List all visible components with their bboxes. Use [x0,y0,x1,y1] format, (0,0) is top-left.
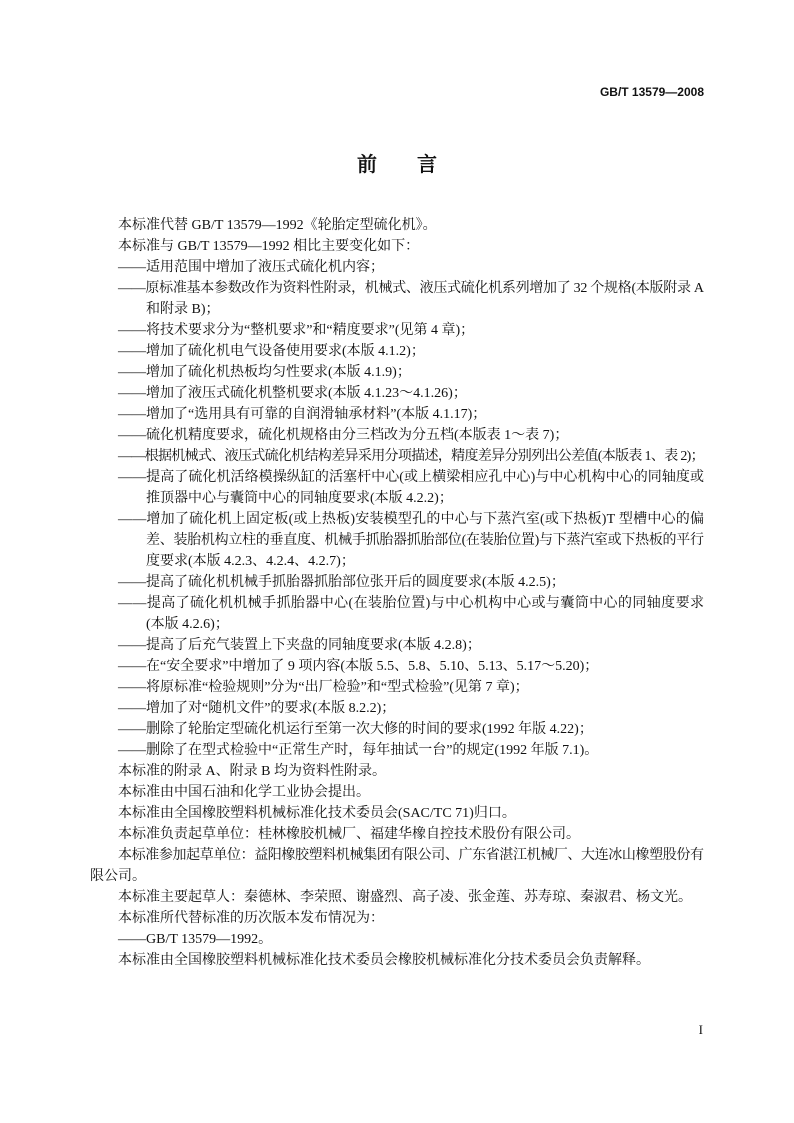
change-item [90,677,704,698]
text-line: 本标准所代替标准的历次版本发布情况为： [118,911,384,926]
text-line: 本标准由全国橡胶塑料机械标准化技术委员会橡胶机械标准化分技术委员会负责解释。 [118,953,650,968]
standard-number: GB/T 13579—2008 [599,85,704,99]
change-item-line: ——提高了后充气装置上下夹盘的同轴度要求(本版 4.2.8)； [118,638,481,653]
text-line: 本标准主要起草人：秦德林、李荣照、谢盛烈、高子凌、张金莲、苏寿琼、秦淑君、杨文光。 [118,890,692,905]
change-item [90,572,704,593]
text-line: 本标准由全国橡胶塑料机械标准化技术委员会(SAC/TC 71)归口。 [118,806,516,821]
change-item [90,740,704,761]
change-item-line: ——提高了硫化机机械手抓胎器中心(在装胎位置)与中心机构中心或与囊筒中心的同轴度要求 [118,596,705,611]
change-item-line: 度要求(本版 4.2.3、4.2.4、4.2.7)； [146,554,355,569]
change-item-line: ——删除了轮胎定型硫化机运行至第一次大修的时间的要求(1992 年版 4.22)； [118,722,593,737]
change-item [90,257,704,278]
intro-paragraph [90,236,704,257]
statement-paragraph [90,824,704,845]
change-item [90,719,704,740]
change-item [90,404,704,425]
change-item-line: ——增加了硫化机热板均匀性要求(本版 4.1.9)； [118,365,411,380]
change-item [90,362,704,383]
text-line: 本标准的附录 A、附录 B 均为资料性附录。 [118,764,386,779]
change-item-line: ——增加了“选用具有可靠的自润滑轴承材料”(本版 4.1.17)； [118,407,487,422]
text-line: 本标准参加起草单位：益阳橡胶塑料机械集团有限公司、广东省湛江机械厂、大连冰山橡塑股份有 [118,848,704,863]
change-item-line: ——在“安全要求”中增加了 9 项内容(本版 5.5、5.8、5.10、5.13、5.17～5.20)； [118,659,599,674]
change-item-line: ——提高了硫化机机械手抓胎器抓胎部位张开后的圆度要求(本版 4.2.5)； [118,575,565,590]
change-item [90,467,704,509]
change-item-line: 和附录 B)； [146,302,220,317]
change-item [90,635,704,656]
change-item [90,278,704,320]
change-item-line: ——增加了液压式硫化机整机要求(本版 4.1.23～4.1.26)； [118,386,467,401]
change-item-line: ——将技术要求分为“整机要求”和“精度要求”(见第 4 章)； [118,323,475,338]
change-item [90,341,704,362]
change-item [90,383,704,404]
change-item-line: ——适用范围中增加了液压式硫化机内容； [118,260,384,275]
interpretation-paragraph [90,950,704,971]
change-item-line: ——增加了硫化机电气设备使用要求(本版 4.1.2)； [118,344,425,359]
change-item [90,509,704,572]
intro-paragraph [90,215,704,236]
change-list [90,257,704,761]
change-item [90,698,704,719]
statement-paragraph [90,908,704,929]
text-line: 本标准代替 GB/T 13579—1992《轮胎定型硫化机》。 [118,218,437,233]
change-item [90,593,704,635]
page-title: 前 言 [357,154,437,176]
change-item-line: ——增加了硫化机上固定板(或上热板)安装模型孔的中心与下蒸汽室(或下热板)T 型槽中心的偏 [118,512,705,527]
text-line: 本标准负责起草单位：桂林橡胶机械厂、福建华橡自控技术股份有限公司。 [118,827,580,842]
previous-edition-item [90,929,704,950]
change-item [90,446,704,467]
statement-paragraph [90,761,704,782]
change-item-line: ——提高了硫化机活络模操纵缸的活塞杆中心(或上横梁相应孔中心)与中心机构中心的同轴度或 [118,470,705,485]
change-item [90,320,704,341]
statement-paragraph [90,887,704,908]
page-number: I [698,1022,703,1037]
change-item-line: ——根据机械式、液压式硫化机结构差异采用分项描述，精度差异分别列出公差值(本版表 1、表 2)； [118,449,704,464]
change-item-line: ——将原标准“检验规则”分为“出厂检验”和“型式检验”(见第 7 章)； [118,680,529,695]
change-item-line: ——删除了在型式检验中“正常生产时，每年抽试一台”的规定(1992 年版 7.1)。 [118,743,599,758]
change-item [90,425,704,446]
text-line: 本标准与 GB/T 13579—1992 相比主要变化如下： [118,239,420,254]
change-item [90,656,704,677]
statement-paragraph [90,782,704,803]
change-item-line: ——增加了对“随机文件”的要求(本版 8.2.2)； [118,701,396,716]
statement-paragraph [90,845,704,887]
change-item-line: 推顶器中心与囊筒中心的同轴度要求(本版 4.2.2)； [146,491,453,506]
change-item-line: (本版 4.2.6)； [146,617,229,632]
change-item-line: ——原标准基本参数改作为资料性附录，机械式、液压式硫化机系列增加了 32 个规格(本版附录 A [118,281,704,296]
change-item-line: 差、装胎机构立柱的垂直度、机械手抓胎器抓胎部位(在装胎位置)与下蒸汽室或下热板的平行 [146,533,704,548]
foreword-body [90,215,704,971]
text-line: 限公司。 [90,869,146,884]
text-line: 本标准由中国石油和化学工业协会提出。 [118,785,370,800]
list-item: ——GB/T 13579—1992。 [118,932,273,947]
change-item-line: ——硫化机精度要求，硫化机规格由分三档改为分五档(本版表 1～表 7)； [118,428,569,443]
statement-paragraph [90,803,704,824]
